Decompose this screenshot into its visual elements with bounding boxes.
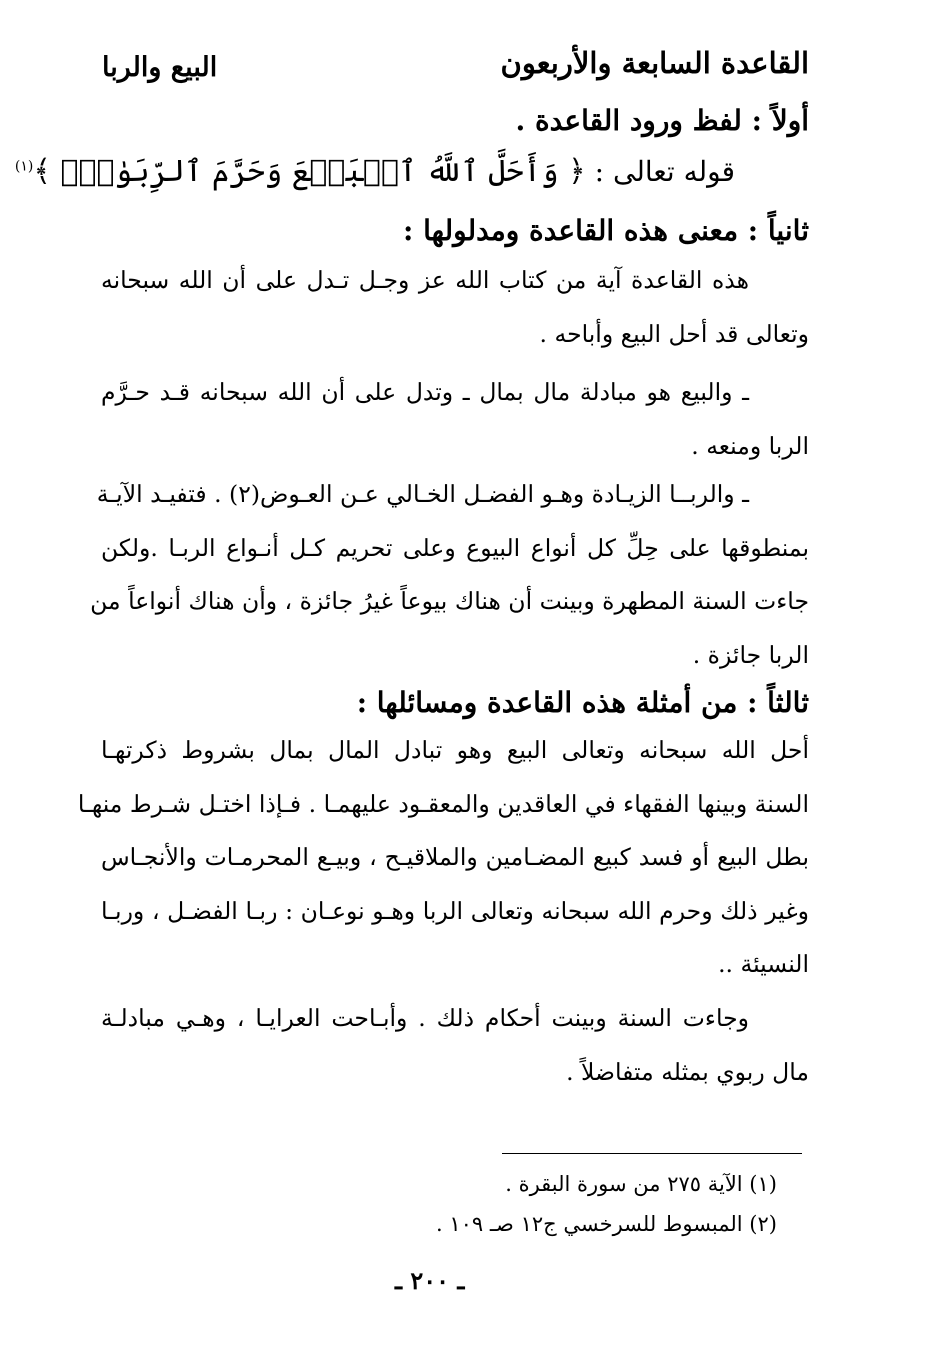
section2-paragraph-1	[101, 254, 809, 361]
chapter-title: القاعدة السابعة والأربعون	[500, 46, 809, 80]
chapter-topic: البيع والربا	[102, 52, 218, 83]
section3-heading: ثالثاً : من أمثلة هذه القاعدة ومسائلها :	[356, 686, 809, 719]
section1-heading: أولاً : لفظ ورود القاعدة .	[515, 104, 809, 137]
paragraph-line: الربا ومنعه .	[691, 431, 809, 460]
paragraph-line: أحل الله سبحانه وتعالى البيع وهو تبادل المال بمال بشروط ذكرتهـا	[101, 736, 809, 764]
paragraph-line: وتعالى قد أحل البيع وأباحه .	[539, 319, 809, 348]
quran-verse: ﴿ وَأَحَلَّ ٱللَّهُ ٱلۡبَيۡعَ وَحَرَّمَ ٱلرِّبَوٰاْۚ ﴾	[33, 154, 586, 189]
verse-intro: قوله تعالى :	[594, 155, 735, 188]
paragraph-line: النسيئة ..	[718, 950, 809, 978]
verse-footnote-ref: (١)	[14, 158, 34, 175]
footnote-divider	[502, 1153, 802, 1154]
paragraph-line: هذه القاعدة آية من كتاب الله عز وجـل تـدل على أن الله سبحانه	[101, 266, 749, 294]
footnote-2: (٢) المبسوط للسرخسي ج١٢ صـ ١٠٩ .	[436, 1212, 777, 1236]
section2-heading: ثانياً : معنى هذه القاعدة ومدلولها :	[403, 214, 809, 247]
section3-paragraph-1	[77, 724, 809, 992]
paragraph-line: ـ والربــا الزيـادة وهـو الفضـل الخـالي عـن العـوض(٢) . فتفيـد الآيـة	[96, 480, 749, 508]
verse-line	[15, 154, 735, 189]
paragraph-line: بطل البيع أو فسد كبيع المضـامين والملاقيـح ، وبيـع المحرمـات والأنجـاس	[101, 843, 809, 871]
paragraph-line: بمنطوقها على حِلِّ كل أنواع البيوع وعلى تحريم كـل أنـواع الربـا .ولكن	[101, 533, 809, 562]
paragraph-line: مال ربوي بمثله متفاضلاً .	[566, 1057, 809, 1086]
paragraph-line: جاءت السنة المطهرة وبينت أن هناك بيوعاً غيرُ جائزة ، وأن هناك أنواعاً من	[90, 587, 809, 615]
paragraph-line: السنة وبينها الفقهاء في العاقدين والمعقـود عليهمـا . فـإذا اختـل شـرط منهـا	[77, 789, 809, 818]
section2-paragraph-3	[90, 468, 809, 682]
paragraph-line: الربا جائزة .	[692, 640, 809, 669]
section3-paragraph-2	[101, 992, 809, 1099]
paragraph-line: وجاءت السنة وبينت أحكام ذلك . وأبـاحت العرايـا ، وهـي مبادلـة	[101, 1004, 749, 1032]
paragraph-line: وغير ذلك وحرم الله سبحانه وتعالى الربا وهـو نوعـان : ربـا الفضـل ، وربـا	[101, 896, 809, 925]
paragraph-line: ـ والبيع هو مبادلة مال بمال ـ وتدل على أن الله سبحانه قـد حـرَّم	[101, 378, 749, 406]
page-number: ـ ٢٠٠ ـ	[395, 1266, 465, 1295]
section2-paragraph-2	[101, 366, 809, 473]
footnote-1: (١) الآية ٢٧٥ من سورة البقرة .	[505, 1172, 777, 1196]
